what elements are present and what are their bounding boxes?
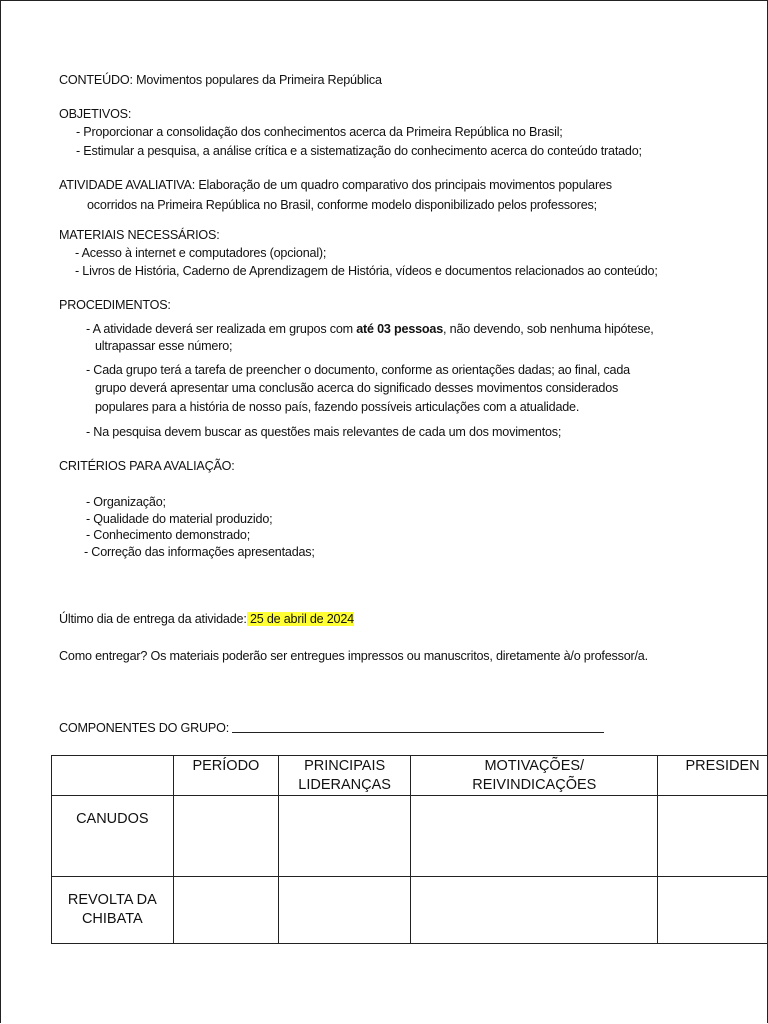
procedimentos-item (86, 321, 654, 337)
header-cell-liderancas (279, 756, 411, 796)
atividade-line (59, 177, 612, 193)
procedimentos-heading: PROCEDIMENTOS: (59, 298, 171, 312)
table-row (52, 877, 768, 944)
procedimentos-item-cont: grupo deverá apresentar uma conclusão acerca do significado desses movimentos considerados (95, 381, 619, 395)
entrega-label: Último dia de entrega da atividade: (59, 612, 247, 626)
objetivos-heading: OBJETIVOS: (59, 107, 132, 121)
header-liderancas-text: PRINCIPAIS LIDERANÇAS (298, 758, 391, 793)
header-cell-presidente (658, 756, 768, 796)
table-cell[interactable] (279, 877, 411, 944)
grupo-name-line[interactable] (232, 732, 604, 733)
conteudo-label: CONTEÚDO: (59, 73, 133, 87)
header-cell-periodo: PERÍODO (173, 756, 279, 796)
header-cell-empty (52, 756, 174, 796)
criterios-item: - Qualidade do material produzido; (86, 512, 273, 526)
header-motivacoes-text: MOTIVAÇÕES/ REIVINDICAÇÕES (472, 758, 597, 793)
como-text: Os materiais poderão ser entregues impressos ou manuscritos, diretamente à/o professor/a. (147, 649, 648, 663)
como-line (59, 648, 648, 664)
table-cell[interactable] (279, 796, 411, 877)
row-label: CANUDOS (52, 796, 174, 877)
procedimentos-text: - A atividade deverá ser realizada em grupos com (86, 322, 357, 336)
atividade-text: Elaboração de um quadro comparativo dos principais movimentos populares (195, 178, 612, 192)
procedimentos-item-cont: populares para a história de nosso país, fazendo possíveis articulações com a atualidade. (95, 400, 580, 414)
conteudo-text: Movimentos populares da Primeira República (132, 73, 382, 87)
row-label-text: REVOLTA DA CHIBATA (67, 892, 157, 927)
table-cell[interactable] (411, 877, 658, 944)
header-cell-motivacoes (411, 756, 658, 796)
row-label (52, 877, 174, 944)
header-presidente-text: PRESIDEN (685, 758, 760, 774)
table-row (52, 796, 768, 877)
atividade-text-cont: ocorridos na Primeira República no Brasil, conforme modelo disponibilizado pelos professores; (87, 198, 597, 212)
como-label: Como entregar? (59, 649, 148, 663)
criterios-item: - Conhecimento demonstrado; (86, 528, 251, 542)
criterios-heading: CRITÉRIOS PARA AVALIAÇÃO: (59, 459, 235, 473)
conteudo-line (59, 72, 382, 88)
materiais-item: - Livros de História, Caderno de Aprendizagem de História, vídeos e documentos relacionados ao conteúdo; (75, 264, 658, 278)
procedimentos-item: - Cada grupo terá a tarefa de preencher o documento, conforme as orientações dadas; ao final, cada (86, 363, 630, 377)
procedimentos-item: - Na pesquisa devem buscar as questões mais relevantes de cada um dos movimentos; (86, 425, 562, 439)
materiais-item: - Acesso à internet e computadores (opcional); (75, 246, 327, 260)
table-cell[interactable] (658, 877, 768, 944)
table-header-row (52, 756, 768, 796)
entrega-date-highlight: 25 de abril de 2024 (246, 612, 354, 626)
table-cell[interactable] (411, 796, 658, 877)
criterios-item: - Organização; (86, 495, 166, 509)
table-cell[interactable] (658, 796, 768, 877)
procedimentos-text: , não devendo, sob nenhuma hipótese, (443, 322, 654, 336)
procedimentos-item-cont: ultrapassar esse número; (95, 339, 233, 353)
atividade-label: ATIVIDADE AVALIATIVA: (59, 178, 196, 192)
comparison-table (51, 755, 768, 944)
criterios-item: - Correção das informações apresentadas; (84, 545, 315, 559)
procedimentos-bold: até 03 pessoas (356, 322, 444, 336)
grupo-label: COMPONENTES DO GRUPO: (59, 721, 230, 735)
materiais-heading: MATERIAIS NECESSÁRIOS: (59, 228, 220, 242)
objetivos-item: - Proporcionar a consolidação dos conhecimentos acerca da Primeira República no Brasil; (76, 125, 563, 139)
table-cell[interactable] (173, 796, 279, 877)
entrega-line (59, 611, 354, 627)
objetivos-item: - Estimular a pesquisa, a análise crítica e a sistematização do conhecimento acerca do conteúdo tratado; (76, 144, 642, 158)
table-cell[interactable] (173, 877, 279, 944)
